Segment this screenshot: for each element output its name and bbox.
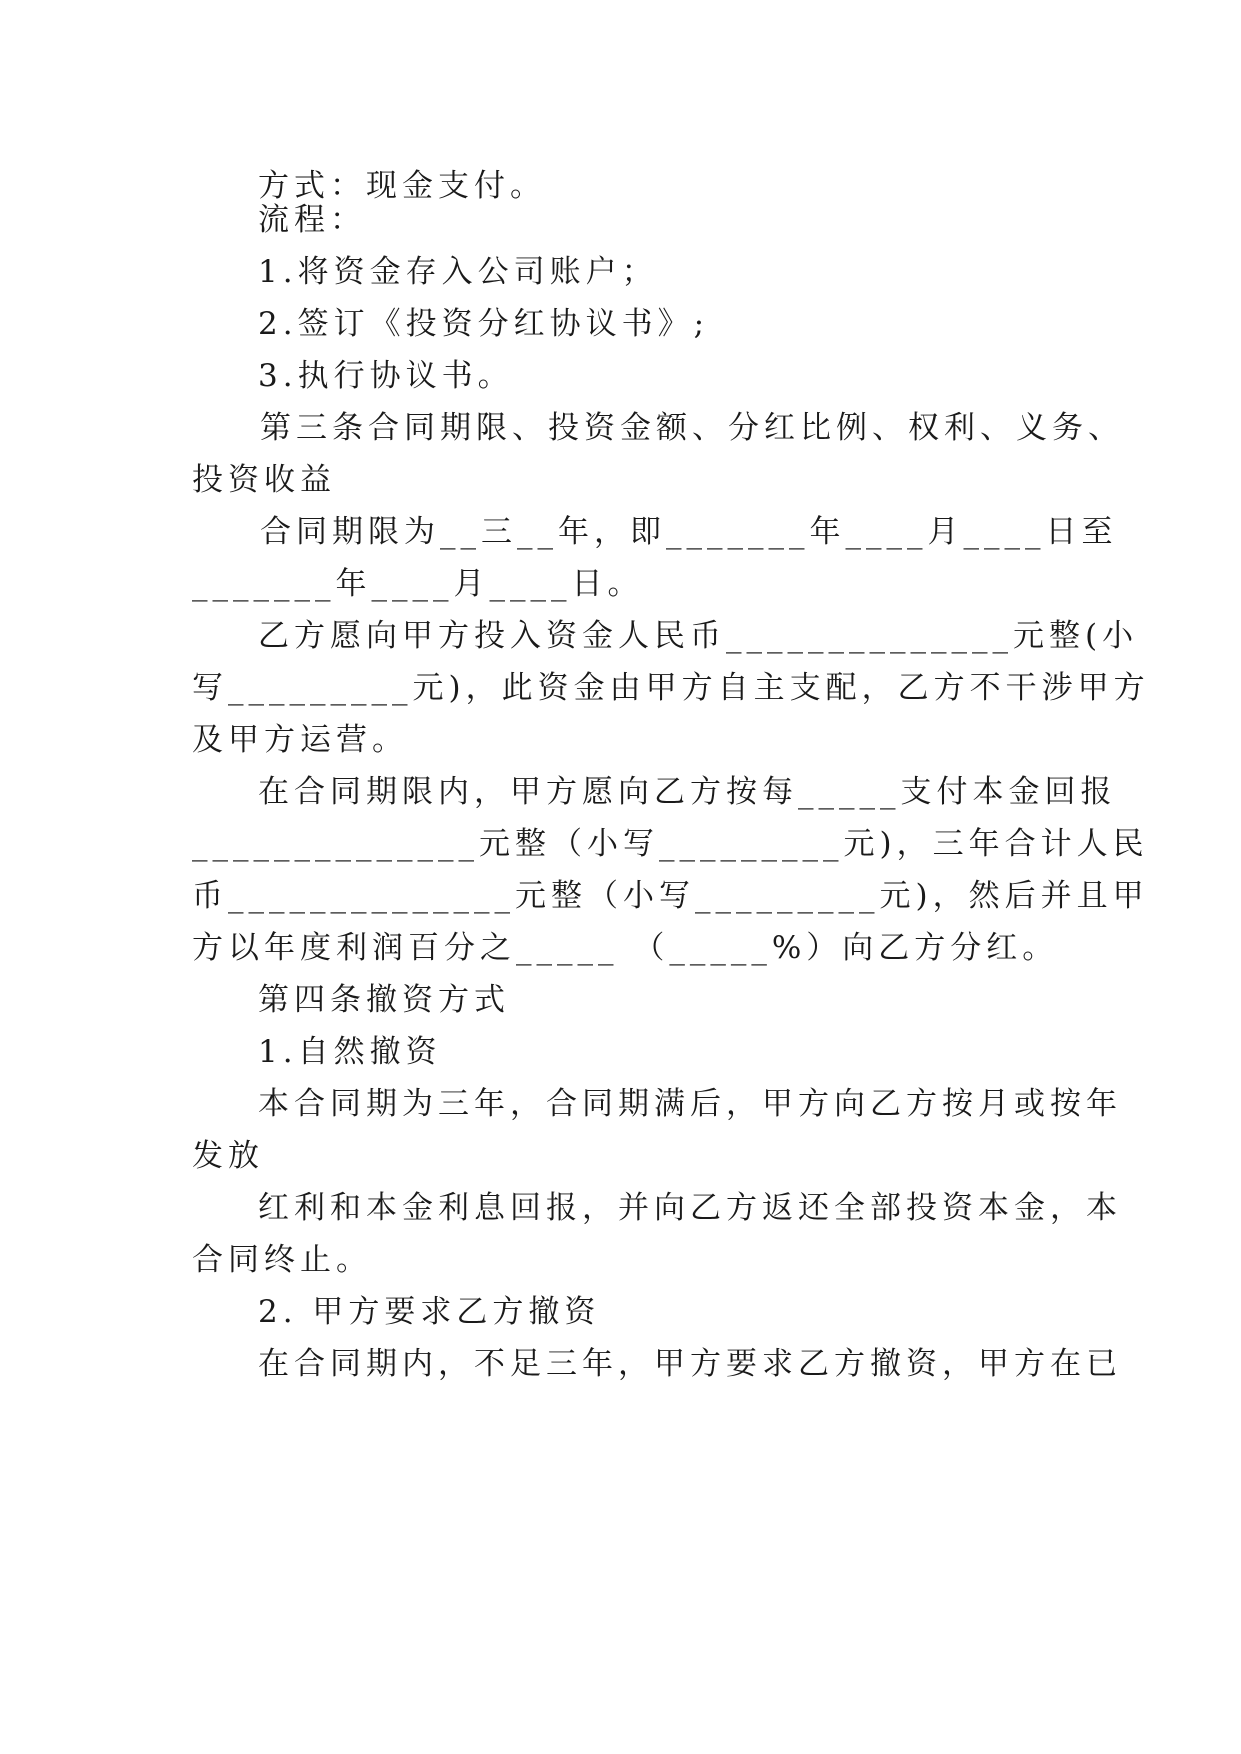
text-line: 合同期限为__三__年，即_______年____月____日至: [260, 514, 1118, 550]
text-line: 及甲方运营。: [192, 722, 408, 758]
text-line: 3.执行协议书。: [258, 358, 514, 394]
text-line: 1.将资金存入公司账户；: [258, 254, 658, 290]
text-line: 合同终止。: [192, 1242, 372, 1278]
section-heading: 第三条合同期限、投资金额、分红比例、权利、义务、: [260, 410, 1124, 446]
text-line: ______________元整（小写_________元)，三年合计人民: [192, 826, 1149, 862]
text-line: 红利和本金利息回报，并向乙方返还全部投资本金，本: [258, 1190, 1122, 1226]
text-line: 写_________元)，此资金由甲方自主支配，乙方不干涉甲方: [192, 670, 1150, 706]
section-heading: 第四条撤资方式: [258, 982, 510, 1018]
text-line: 方以年度利润百分之_____ （_____%）向乙方分红。: [192, 930, 1059, 966]
text-line: 在合同期内，不足三年，甲方要求乙方撤资，甲方在已: [258, 1346, 1122, 1382]
text-line: 流程：: [258, 202, 366, 238]
text-line: 方式：现金支付。: [258, 168, 546, 204]
text-line: 1.自然撤资: [258, 1034, 442, 1070]
text-line: _______年____月____日。: [192, 566, 644, 602]
text-line: 币______________元整（小写_________元)，然后并且甲: [192, 878, 1149, 914]
text-line: 2.签订《投资分红协议书》;: [258, 306, 710, 342]
text-line: 2. 甲方要求乙方撤资: [258, 1294, 601, 1330]
text-line: 本合同期为三年，合同期满后，甲方向乙方按月或按年: [258, 1086, 1122, 1122]
text-line: 乙方愿向甲方投入资金人民币______________元整(小: [258, 618, 1139, 654]
section-heading-continued: 投资收益: [192, 462, 336, 498]
text-line: 发放: [192, 1138, 264, 1174]
text-line: 在合同期限内，甲方愿向乙方按每_____支付本金回报: [258, 774, 1117, 810]
